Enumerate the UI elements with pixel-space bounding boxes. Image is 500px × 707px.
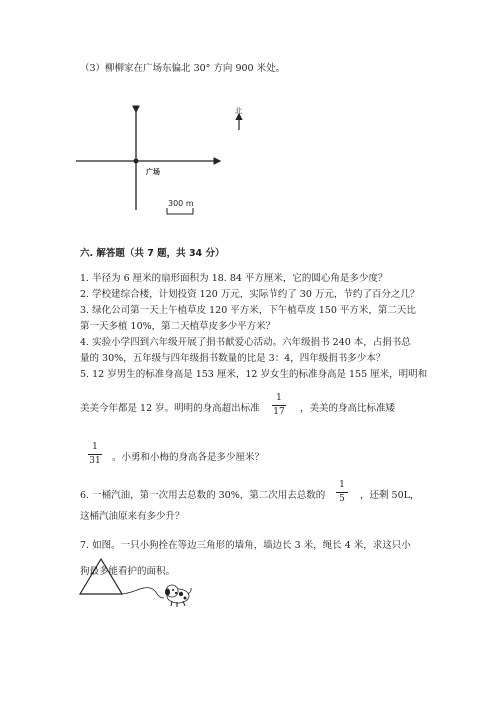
problem-6-start: 6. 一桶汽油，第一次用去总数的 30%，第二次用去总数的 [80, 490, 326, 501]
section-title: 六. 解答题（共 7 题，共 34 分） [80, 248, 225, 259]
fraction-1-5 [336, 480, 348, 505]
fraction-numerator: 1 [92, 442, 98, 452]
triangle-wall [80, 559, 122, 594]
problem-5-line2-start: 美美今年都是 12 岁。明明的身高超出标准 [80, 403, 260, 414]
problem-7-line1: 7. 如图。一只小狗拴在等边三角形的墙角，墙边长 3 米，绳长 4 米，求这只小 [80, 540, 411, 551]
problem-5-line3-end: 。小勇和小梅的身高各是多少厘米？ [112, 452, 265, 463]
problem-6-end: ，还剩 50L， [360, 490, 420, 501]
problem-5-line2-end: ，美美的身高比标准矮 [300, 403, 396, 414]
problem-3-line2: 第一天多植 10%，第二天植草皮多少平方米？ [80, 321, 276, 332]
fraction-bar [272, 405, 286, 406]
fraction-numerator: 1 [339, 480, 345, 490]
fraction-bar [336, 492, 348, 493]
problem-7-line2: 狗最多能看护的面积。 [80, 566, 176, 577]
origin-point [134, 159, 139, 164]
fraction-denominator: 5 [339, 494, 345, 504]
problem-5-line1: 5. 12 岁男生的标准身高是 153 厘米，12 岁女生的标准身高是 155 厘米，明明和 [80, 369, 428, 380]
triangle-dog-figure [72, 556, 232, 626]
q3-prompt: （3）柳柳家在广场东偏北 30° 方向 900 米处。 [80, 63, 286, 74]
fraction-1-31 [88, 442, 102, 467]
fraction-bar [88, 454, 102, 455]
leash [122, 588, 164, 598]
fraction-numerator: 1 [276, 393, 282, 403]
fraction-denominator: 17 [273, 407, 285, 417]
problem-4-line2: 量的 30%，五年级与四年级捐书数量的比是 3：4，四年级捐书多少本？ [80, 353, 386, 364]
scale-label: 300 m [168, 199, 194, 208]
problem-4-line1: 4. 实验小学四到六年级开展了捐书献爱心活动。六年级捐书 240 本，占捐书总 [80, 337, 411, 348]
fraction-1-17 [272, 393, 286, 418]
fraction-denominator: 31 [89, 456, 101, 466]
north-label: 北 [235, 107, 242, 115]
dog-icon [165, 585, 191, 607]
problem-3-line1: 3. 绿化公司第一天上午植草皮 120 平方米，下午植草皮 150 平方米，第二天比 [80, 305, 416, 316]
plaza-label: 广场 [146, 168, 160, 176]
problem-2: 2. 学校建综合楼，计划投资 120 万元，实际节约了 30 万元，节约了百分之几？ [80, 289, 420, 300]
problem-6-line2: 这桶汽油原来有多少升？ [80, 511, 185, 522]
problem-1: 1. 半径为 6 厘米的扇形面积为 18. 84 平方厘米，它的圆心角是多少度？ [80, 273, 388, 284]
scale-bar [167, 208, 193, 214]
